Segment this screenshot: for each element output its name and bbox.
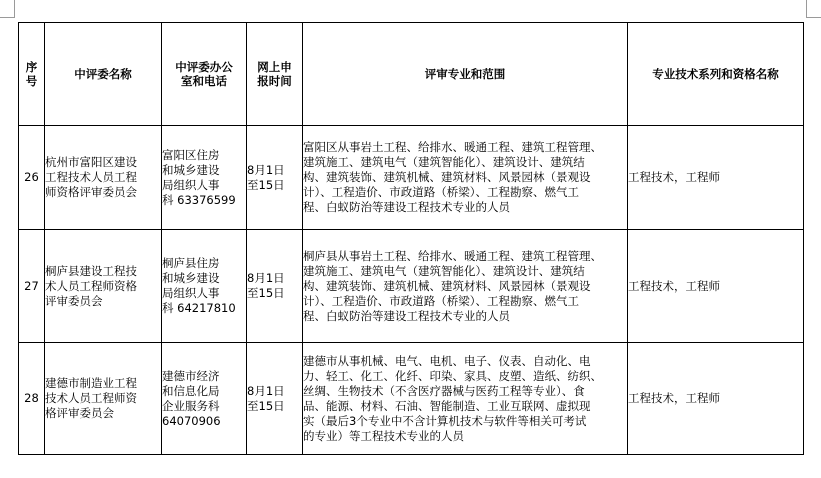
header-office: 中评委办公 室和电话 (162, 23, 247, 126)
row-committee-name: 建德市制造业工程 技术人员工程师资 格评审委员会 (45, 343, 162, 455)
row-seq: 26 (19, 126, 45, 230)
row-review-scope: 桐庐县从事岩土工程、给排水、暖通工程、建筑工程管理、 建筑施工、建筑电气（建筑智能化）、建筑设计、建筑结 构、建筑装饰、建筑机械、建筑材料、风景园林（景观设 计）、工程造价、市政道路（桥梁）、工程勘察、燃气工 程、白蚁防治等建设工程技术专业的人员 (303, 230, 628, 343)
row-apply-time: 8月1日 至15日 (247, 343, 303, 455)
table-row (19, 126, 804, 230)
row-committee-name: 杭州市富阳区建设 工程技术人员工程 师资格评审委员会 (45, 126, 162, 230)
row-series-title: 工程技术，工程师 (628, 343, 804, 455)
crop-mark-top-left-h (0, 17, 14, 18)
review-committee-table (18, 22, 804, 455)
table-row (19, 230, 804, 343)
crop-mark-top-right-v (806, 0, 807, 18)
header-series: 专业技术系列和资格名称 (628, 23, 804, 126)
header-scope: 评审专业和范围 (303, 23, 628, 126)
row-office-phone: 建德市经济 和信息化局 企业服务科 64070906 (162, 343, 247, 455)
row-review-scope: 建德市从事机械、电气、电机、电子、仪表、自动化、电 力、轻工、化工、化纤、印染、家具、皮塑、造纸、纺织、 丝绸、生物技术（不含医疗器械与医药工程等专业）、食 品、能源、材料、石油、智能制造、工业互联网、虚拟现 实（最后3个专业中不含计算机技术与软件等相关可考试 的专业）等工程技术专业的人员 (303, 343, 628, 455)
table-row (19, 343, 804, 455)
row-series-title: 工程技术，工程师 (628, 126, 804, 230)
row-series-title: 工程技术，工程师 (628, 230, 804, 343)
row-apply-time: 8月1日 至15日 (247, 230, 303, 343)
row-seq: 28 (19, 343, 45, 455)
row-office-phone: 富阳区住房 和城乡建设 局组织人事 科 63376599 (162, 126, 247, 230)
row-committee-name: 桐庐县建设工程技 术人员工程师资格 评审委员会 (45, 230, 162, 343)
crop-mark-top-right-h (806, 17, 821, 18)
header-name: 中评委名称 (45, 23, 162, 126)
row-seq: 27 (19, 230, 45, 343)
row-apply-time: 8月1日 至15日 (247, 126, 303, 230)
row-review-scope: 富阳区从事岩土工程、给排水、暖通工程、建筑工程管理、 建筑施工、建筑电气（建筑智能化）、建筑设计、建筑结 构、建筑装饰、建筑机械、建筑材料、风景园林（景观设 计）、工程造价、市政道路（桥梁）、工程勘察、燃气工 程、白蚁防治等建设工程技术专业的人员 (303, 126, 628, 230)
header-row (19, 23, 804, 126)
row-office-phone: 桐庐县住房 和城乡建设 局组织人事 科 64217810 (162, 230, 247, 343)
crop-mark-top-left-v (14, 0, 15, 18)
header-time: 网上申 报时间 (247, 23, 303, 126)
header-seq: 序 号 (19, 23, 45, 126)
